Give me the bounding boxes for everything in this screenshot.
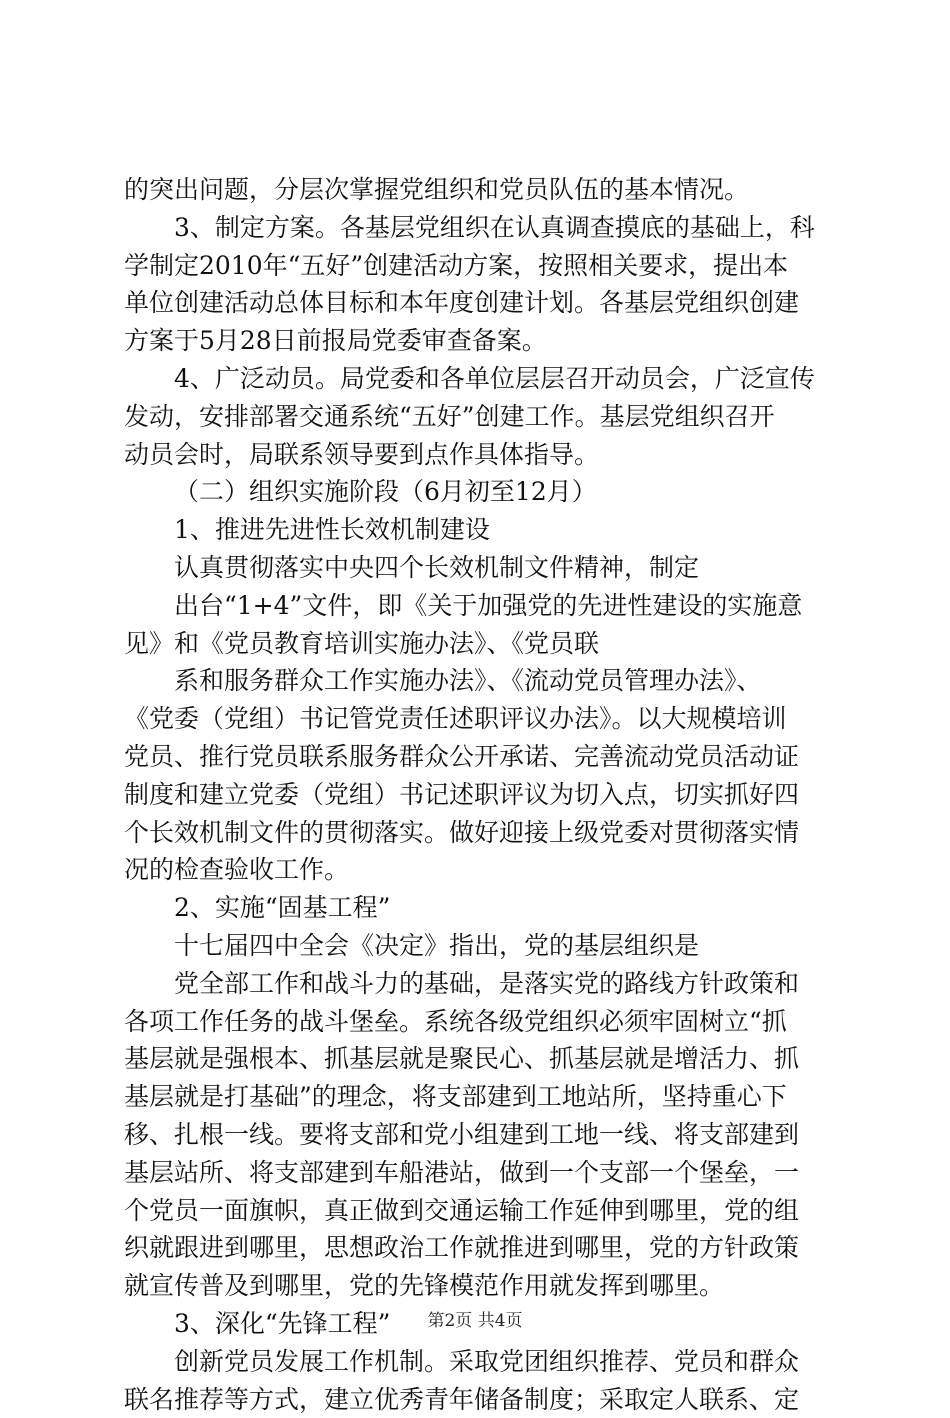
text-line: 制度和建立党委（党组）书记述职评议为切入点，切实抓好四 [124, 780, 800, 809]
text-line: 移、扎根一线。要将支部和党小组建到工地一线、将支部建到 [124, 1120, 800, 1149]
text-line: 联名推荐等方式，建立优秀青年储备制度；采取定人联系、定 [124, 1385, 800, 1414]
text-line: 基层就是打基础”的理念，将支部建到工地站所，坚持重心下 [124, 1082, 787, 1111]
text-line: 3、制定方案。各基层党组织在认真调查摸底的基础上，科 [174, 213, 815, 242]
text-line: 系和服务群众工作实施办法》、《流动党员管理办法》、 [174, 666, 762, 695]
text-line: 个长效机制文件的贯彻落实。做好迎接上级党委对贯彻落实情 [124, 818, 800, 847]
text-line: 基层就是强根本、抓基层就是聚民心、抓基层就是增活力、抓 [124, 1044, 800, 1073]
text-line: 党员、推行党员联系服务群众公开承诺、完善流动党员活动证 [124, 742, 800, 771]
text-line: 的突出问题，分层次掌握党组织和党员队伍的基本情况。 [124, 175, 750, 204]
text-line: 就宣传普及到哪里，党的先锋模范作用就发挥到哪里。 [124, 1271, 725, 1300]
text-line: 认真贯彻落实中央四个长效机制文件精神，制定 [174, 553, 700, 582]
page-footer: 第2页 共4页 [427, 1311, 523, 1331]
text-line: 十七届四中全会《决定》指出，党的基层组织是 [174, 931, 700, 960]
subsection-heading: 1、推进先进性长效机制建设 [174, 515, 490, 544]
text-line: 出台“1+4”文件，即《关于加强党的先进性建设的实施意 [174, 591, 803, 620]
text-line: 个党员一面旗帜，真正做到交通运输工作延伸到哪里，党的组 [124, 1196, 800, 1225]
text-line: 学制定2010年“五好”创建活动方案，按照相关要求，提出本 [124, 251, 789, 280]
text-line: 发动，安排部署交通系统“五好”创建工作。基层党组织召开 [124, 402, 775, 431]
text-line: 单位创建活动总体目标和本年度创建计划。各基层党组织创建 [124, 288, 800, 317]
text-line: 基层站所、将支部建到车船港站，做到一个支部一个堡垒，一 [124, 1158, 800, 1187]
text-line: 党全部工作和战斗力的基础，是落实党的路线方针政策和 [174, 969, 800, 998]
text-line: 况的检查验收工作。 [124, 855, 350, 884]
text-line: 动员会时，局联系领导要到点作具体指导。 [124, 440, 600, 469]
section-heading: （二）组织实施阶段（6月初至12月） [174, 477, 597, 506]
text-line: 织就跟进到哪里，思想政治工作就推进到哪里，党的方针政策 [124, 1233, 800, 1262]
text-line: 创新党员发展工作机制。采取党团组织推荐、党员和群众 [174, 1347, 800, 1376]
subsection-heading: 3、深化“先锋工程” [174, 1309, 391, 1338]
text-line: 方案于5月28日前报局党委审查备案。 [124, 326, 547, 355]
text-line: 各项工作任务的战斗堡垒。系统各级党组织必须牢固树立“抓 [124, 1007, 787, 1036]
subsection-heading: 2、实施“固基工程” [174, 893, 391, 922]
text-line: 《党委（党组）书记管党责任述职评议办法》。以大规模培训 [124, 704, 787, 733]
text-line: 见》和《党员教育培训实施办法》、《党员联 [124, 629, 600, 658]
text-line: 4、广泛动员。局党委和各单位层层召开动员会，广泛宣传 [174, 364, 815, 393]
